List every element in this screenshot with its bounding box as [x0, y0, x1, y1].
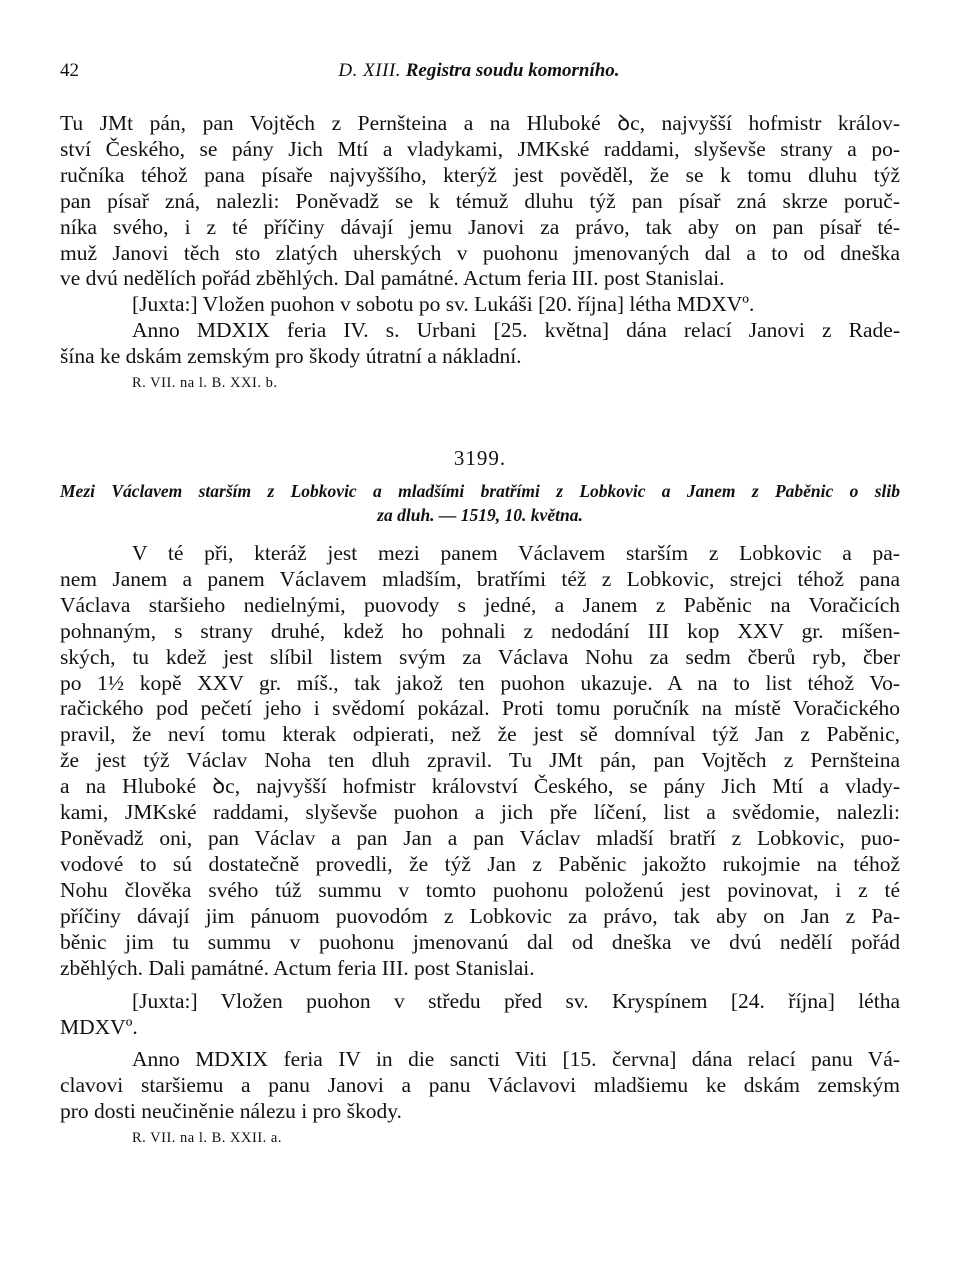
- text-line: zběhlých. Dali památné. Actum feria III. post Stanislai.: [60, 955, 535, 980]
- register-title: Registra soudu komorního.: [405, 60, 620, 81]
- regest-line: Mezi Václavem starším z Lobkovic a mladšími bratřími z Lobkovic a Janem z Paběnic o slib: [60, 481, 900, 501]
- document-number: 3199.: [453, 446, 507, 470]
- text-line: po 1½ kopě XXV gr. míš., tak jakož ten puohon ukazuje. A na to list téhož Vo-: [60, 670, 900, 695]
- text-line: kami, JMKské raddami, slyševše puohon a jich pře líčení, list a svědomie, nalezli:: [60, 800, 900, 825]
- anno-line: Anno MDXIX feria IV. s. Urbani [25. května] dána relací Janovi z Rade-: [132, 318, 900, 343]
- text-line: ve dvú nedělích pořád zběhlých. Dal památné. Actum feria III. post Stanislai.: [60, 266, 725, 291]
- text-line: pohnaným, s strany druhé, kdež ho pohnali z nedodání III kop XXV gr. míšen-: [60, 618, 900, 643]
- archive-signature: R. VII. na l. B. XXI. b.: [132, 375, 278, 392]
- anno-line: Anno MDXIX feria IV in die sancti Viti [15. června] dána relací panu Vá-: [132, 1047, 900, 1072]
- text-line: Václava staršieho nedielnými, puovody s jedné, a Janem z Paběnic na Voračicích: [60, 592, 900, 617]
- juxta-note: [Juxta:] Vložen puohon v středu před sv. Kryspínem [24. října] létha: [132, 989, 900, 1014]
- anno-line: šína ke dskám zemským pro škody útratní a nákladní.: [60, 344, 522, 369]
- text-line: V té při, kteráž jest mezi panem Václavem starším z Lobkovic a pa-: [132, 541, 900, 565]
- text-line: ských, tu kdež jest slíbil listem svým za Václava Nohu za sedm čberů ryb, čber: [60, 644, 900, 669]
- previous-entry-conclusion: [60, 111, 900, 393]
- page-number: 42: [60, 60, 79, 81]
- text-line: vodové to sú dostatečně provedli, že týž Jan z Paběnic jakožto rukojmie na téhož: [60, 851, 900, 876]
- text-line: Poněvadž oni, pan Václav a pan Jan a pan Václav mladší bratří z Lobkovic, puo-: [60, 825, 900, 850]
- text-line: ství Českého, se pány Jich Mtí a vladykami, JMKské raddami, slyševše strany a po-: [60, 136, 900, 161]
- text-line: nem Janem a panem Václavem mladším, bratřími též z Lobkovic, strejci téhož pana: [60, 566, 900, 591]
- text-line: pravil, že neví tomu kterak odpierati, než že jest sě domníval týž Jan z Paběnic,: [60, 722, 900, 747]
- text-line: račického pod pečetí jeho i svědomí pokázal. Proti tomu poručník na místě Voračického: [60, 696, 900, 721]
- running-title: [60, 60, 898, 82]
- text-line: ručníka téhož pana písaře najvyššího, kterýž jest pověděl, že se k tomu dluhu týž: [60, 162, 900, 187]
- text-line: pan písař zná, nalezli: Poněvadž se k témuž dluhu týž pan písař zná skrze poruč-: [60, 188, 900, 213]
- juxta-note: MDXVº.: [60, 1015, 138, 1040]
- chapter-label: D. XIII.: [338, 60, 401, 81]
- text-line: a na Hluboké ꝺc, najvyšší hofmistr království Českého, se pány Jich Mtí a vlady-: [60, 774, 900, 799]
- text-line: Tu JMt pán, pan Vojtěch z Pernšteina a na Hluboké ꝺc, najvyšší hofmistr králov-: [60, 111, 900, 135]
- text-line: běnic jim tu summu v puohonu jmenovanú dal od dneška ve dvú nedělí pořád: [60, 929, 900, 954]
- juxta-note: [Juxta:] Vložen puohon v sobotu po sv. Lukáši [20. října] létha MDXVº.: [132, 292, 755, 317]
- regest-line: za dluh. — 1519, 10. května.: [377, 505, 583, 525]
- text-line: že jest týž Václav Noha ten dluh zpravil. Tu JMt pán, pan Vojtěch z Pernšteina: [60, 748, 900, 773]
- text-line: příčiny dávají jim pánuom puovodóm z Lobkovic za právo, tak aby on Jan z Pa-: [60, 903, 900, 928]
- text-line: Nohu člověka svého túž summu v tomto puohonu položenú jest povinovat, i z té: [60, 877, 900, 902]
- anno-line: clavovi staršiemu a panu Janovi a panu Václavovi mladšiemu ke dskám zemským: [60, 1073, 900, 1098]
- text-line: muž Janovi těch sto zlatých uherských v puohonu jmenovaných dal a to od dneška: [60, 240, 900, 265]
- anno-line: pro dosti neučiněnie nálezu i pro škody.: [60, 1099, 402, 1124]
- document-body: [60, 541, 900, 1148]
- running-head: [60, 60, 898, 86]
- regest-heading: [60, 479, 900, 527]
- text-line: níka svého, i z té příčiny dávají jemu Janovi za právo, tak aby on pan písař té-: [60, 214, 900, 239]
- archive-signature: R. VII. na l. B. XXII. a.: [132, 1129, 282, 1146]
